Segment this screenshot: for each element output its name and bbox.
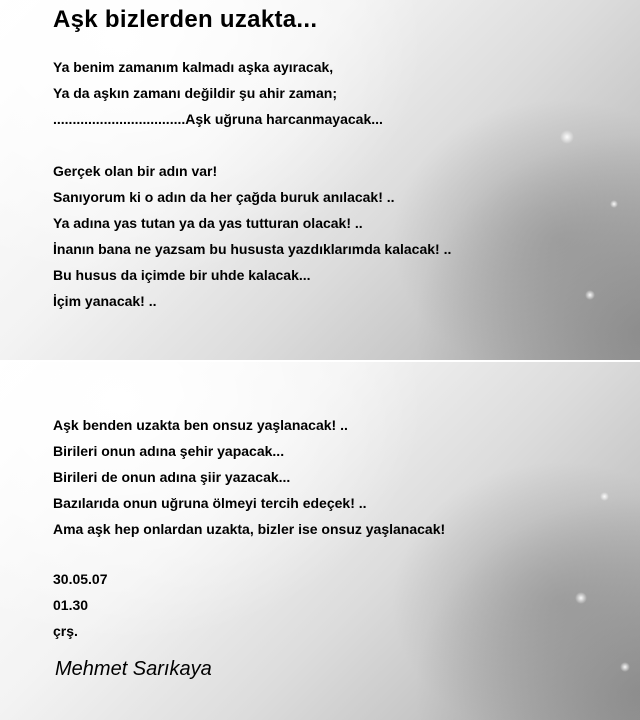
poem-line: Ya benim zamanım kalmadı aşka ayıracak,: [53, 59, 334, 75]
author-signature: Mehmet Sarıkaya: [55, 658, 212, 680]
poem-line: Aşk benden uzakta ben onsuz yaşlanacak! ..: [53, 417, 348, 433]
stanza-1: [53, 54, 383, 132]
poem-line: Ama aşk hep onlardan uzakta, bizler ise onsuz yaşlanacak!: [53, 521, 446, 537]
sparkle: [575, 592, 587, 604]
poem-line: Bazılarıda onun uğruna ölmeyi tercih edeçek! ..: [53, 495, 367, 511]
poem-line: Ya da aşkın zamanı değildir şu ahir zaman;: [53, 85, 337, 101]
date-block: [53, 566, 108, 644]
stanza-3: [53, 412, 445, 542]
poem-line: Sanıyorum ki o adın da her çağda buruk anılacak! ..: [53, 189, 395, 205]
sparkle: [585, 290, 595, 300]
poem-line: Ya adına yas tutan ya da yas tutturan olacak! ..: [53, 215, 363, 231]
poem-line: İnanın bana ne yazsam bu hususta yazdıklarımda kalacak! ..: [53, 241, 452, 257]
sparkle: [600, 492, 609, 501]
poem-line: ..................................Aşk uğruna harcanmayacak...: [53, 111, 383, 127]
poem-line: İçim yanacak! ..: [53, 293, 157, 309]
bottom-panel: [0, 362, 640, 720]
poem-title: Aşk bizlerden uzakta...: [53, 6, 318, 33]
stanza-2: [53, 158, 451, 314]
sparkle: [610, 200, 618, 208]
poem-day: çrş.: [53, 623, 78, 639]
poem-line: Birileri onun adına şehir yapacak...: [53, 443, 285, 459]
sparkle: [560, 130, 574, 144]
poem-line: Gerçek olan bir adın var!: [53, 163, 218, 179]
poem-line: Bu husus da içimde bir uhde kalacak...: [53, 267, 311, 283]
sparkle: [620, 662, 630, 672]
poem-time: 01.30: [53, 597, 89, 613]
poem-line: Birileri de onun adına şiir yazacak...: [53, 469, 291, 485]
poem-date: 30.05.07: [53, 571, 108, 587]
